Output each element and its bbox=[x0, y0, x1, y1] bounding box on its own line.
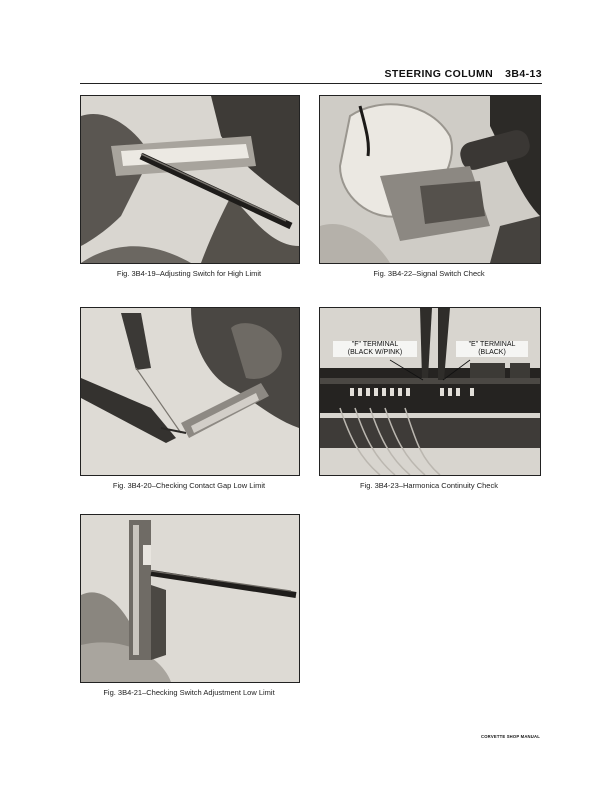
page-number: 3B4-13 bbox=[505, 68, 542, 80]
figure-21-photo bbox=[80, 514, 300, 683]
figure-20-photo bbox=[80, 307, 300, 476]
figure-23-photo bbox=[319, 307, 541, 476]
section-title: STEERING COLUMN bbox=[384, 68, 494, 80]
f-terminal-label bbox=[333, 341, 417, 357]
figure-22-photo bbox=[319, 95, 541, 264]
f-terminal-name: "F" TERMINAL bbox=[351, 341, 399, 348]
figure-20-caption: Fig. 3B4-20–Checking Contact Gap Low Limit bbox=[112, 481, 266, 490]
f-terminal-wire: (BLACK W/PINK) bbox=[347, 349, 403, 356]
figure-22-caption: Fig. 3B4-22–Signal Switch Check bbox=[373, 269, 485, 278]
page-header bbox=[80, 68, 542, 84]
figure-19-caption: Fig. 3B4-19–Adjusting Switch for High Limit bbox=[116, 269, 262, 278]
header-rule bbox=[80, 83, 542, 84]
figure-23-caption: Fig. 3B4-23–Harmonica Continuity Check bbox=[360, 481, 498, 490]
e-terminal-wire: (BLACK) bbox=[478, 349, 506, 356]
e-terminal-name: "E" TERMINAL bbox=[468, 341, 516, 348]
figure-21-caption: Fig. 3B4-21–Checking Switch Adjustment Low Limit bbox=[103, 688, 275, 697]
running-head bbox=[384, 68, 542, 80]
e-terminal-label bbox=[456, 341, 528, 357]
figure-19-photo bbox=[80, 95, 300, 264]
footer-manual-title: CORVETTE SHOP MANUAL bbox=[481, 734, 540, 739]
